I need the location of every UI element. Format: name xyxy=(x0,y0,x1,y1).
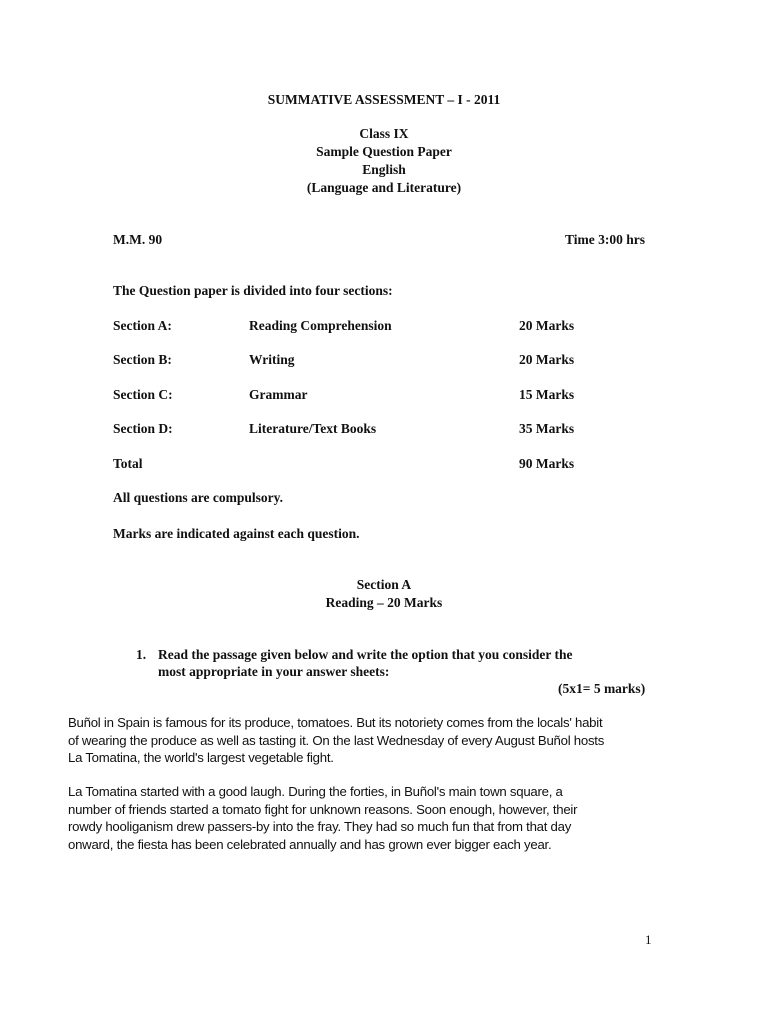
section-row xyxy=(0,420,768,438)
passage-paragraph-1 xyxy=(68,714,668,767)
time-allowed: Time 3:00 hrs xyxy=(565,232,645,247)
passage-line: rowdy hooliganism drew passers-by into the fray. They had so much fun that from that day xyxy=(68,819,572,834)
section-row xyxy=(0,351,768,369)
passage-line: La Tomatina, the world's largest vegetable fight. xyxy=(68,750,334,765)
section-label: Section D: xyxy=(113,421,173,436)
section-marks: 20 Marks xyxy=(519,318,575,333)
section-name: Writing xyxy=(249,352,295,367)
passage-line: La Tomatina started with a good laugh. During the forties, in Buñol's main town square, a xyxy=(68,784,563,799)
class-label: Class IX xyxy=(359,126,409,141)
section-label: Section A: xyxy=(113,318,172,333)
instruction-marks: Marks are indicated against each question. xyxy=(113,526,360,541)
section-a-title: Section A xyxy=(356,577,412,592)
section-a-subtitle: Reading – 20 Marks xyxy=(325,595,443,610)
total-marks: 90 Marks xyxy=(519,456,575,471)
section-name: Literature/Text Books xyxy=(249,421,377,436)
sections-intro: The Question paper is divided into four sections: xyxy=(113,283,393,298)
section-row xyxy=(0,386,768,404)
question-number: 1. xyxy=(136,647,147,662)
total-label: Total xyxy=(113,456,143,471)
page-number: 1 xyxy=(645,932,652,947)
passage-line: onward, the fiesta has been celebrated annually and has grown ever bigger each year. xyxy=(68,836,552,852)
passage-line: Buñol in Spain is famous for its produce, tomatoes. But its notoriety comes from the locals' habit xyxy=(68,715,603,730)
instruction-compulsory: All questions are compulsory. xyxy=(113,490,284,505)
section-label: Section C: xyxy=(113,387,173,402)
exam-title: SUMMATIVE ASSESSMENT – I - 2011 xyxy=(267,92,501,107)
subject-label: English xyxy=(362,162,406,177)
section-name: Reading Comprehension xyxy=(249,318,392,333)
question-text-line2: most appropriate in your answer sheets: xyxy=(158,664,390,679)
section-marks: 35 Marks xyxy=(519,421,575,436)
section-label: Section B: xyxy=(113,352,172,367)
passage-line: number of friends started a tomato fight for unknown reasons. Soon enough, however, their xyxy=(68,801,578,817)
question-marks: (5x1= 5 marks) xyxy=(558,681,646,696)
section-marks: 20 Marks xyxy=(519,352,575,367)
passage-line: of wearing the produce as well as tasting it. On the last Wednesday of every August Buñol hosts xyxy=(68,732,605,748)
section-name: Grammar xyxy=(249,387,308,402)
section-row xyxy=(0,317,768,335)
max-marks: M.M. 90 xyxy=(113,232,163,247)
paper-label: Sample Question Paper xyxy=(316,144,452,159)
question-text-line1: Read the passage given below and write the option that you consider the xyxy=(158,647,573,662)
subject-subtitle: (Language and Literature) xyxy=(306,180,462,195)
passage-paragraph-2 xyxy=(68,783,668,853)
total-row xyxy=(0,455,768,473)
section-marks: 15 Marks xyxy=(519,387,575,402)
